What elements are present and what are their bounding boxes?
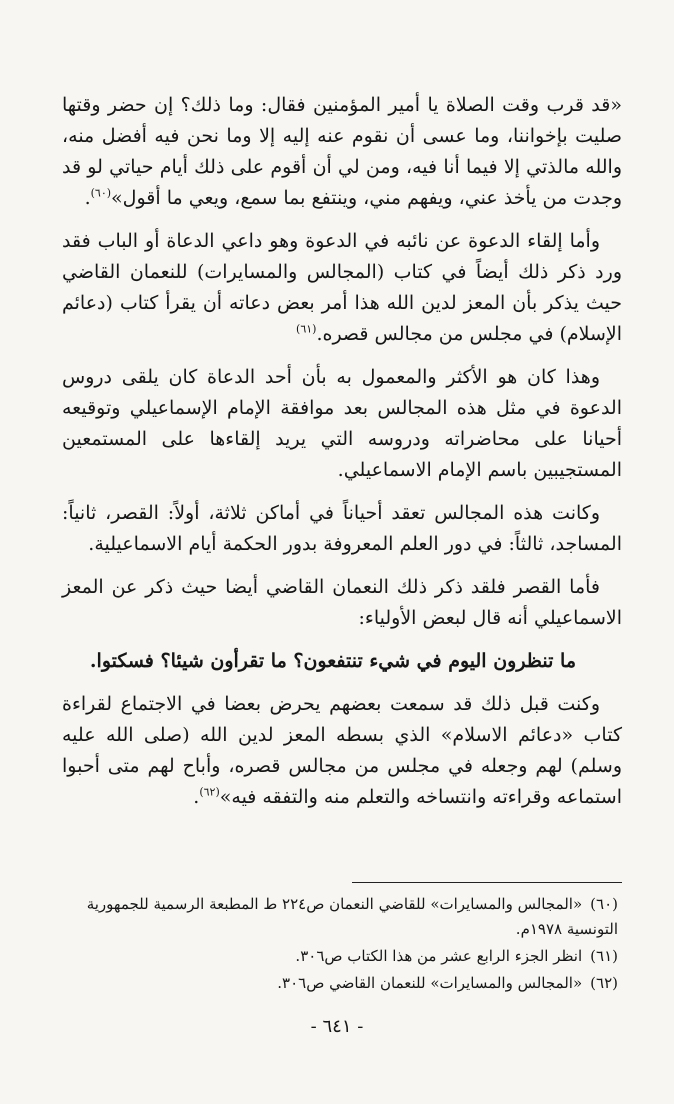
paragraph-2: وأما إلقاء الدعوة عن نائبه في الدعوة وهو داعي الدعاة أو الباب فقد ورد ذكر ذلك أيضاً في كتاب (المجالس والمسايرات) للنعمان القاضي حيث يذكر بأن المعز لدين الله هذا أمر بعض دعاته أن يقرأ كتاب (دعائم الإسلام) في مجلس من مجالس قصره.$^{(٦١)}$ [62,230,622,345]
footnote-60: (٦٠)«المجالس والمسايرات» للقاضي النعمان ص٢٢٤ ط المطبعة الرسمية للجمهورية التونسية ١٩٧٨م. [86,895,618,938]
paragraph-5: فأما القصر فلقد ذكر ذلك النعمان القاضي أيضا حيث ذكر عن المعز الاسماعيلي أنه قال لبعض الأولياء: [62,576,622,629]
footnote-62: (٦٢)«المجالس والمسايرات» للنعمان القاضي ص٣٠٦. [277,974,618,992]
footnote-ref-62[interactable]: (٦٢) [199,785,220,799]
paragraph-4: وكانت هذه المجالس تعقد أحياناً في أماكن ثلاثة، أولاً: القصر، ثانياً: المساجد، ثالثاً: في دور العلم المعروفة بدور الحكمة أيام الاسماعيلية. [62,502,622,555]
paragraph-6: وكنت قبل ذلك قد سمعت بعضهم يحرض بعضا في الاجتماع لقراءة كتاب «دعائم الاسلام» الذي بسطه المعز لدين الله (صلى الله عليه وسلم) لهم وجعله في مجلس من مجالس قصره، وأباح لهم متى أحبوا استماعه وقراءته وانتساخه والتعلم منه والتفقه فيه»$^{(٦٢)}$. [62,693,622,808]
footnote-61: (٦١)انظر الجزء الرابع عشر من هذا الكتاب ص٣٠٦. [295,947,618,965]
footnotes [62,892,622,998]
footnote-ref-60[interactable]: (٦٠) [90,186,112,200]
footnote-ref-61[interactable]: (٦١) [296,322,317,336]
footnote-divider [352,882,622,883]
paragraph-1: «قد قرب وقت الصلاة يا أمير المؤمنين فقال: وما ذلك؟ إن حضر وقتها صليت بإخواننا، وما عسى أن نقوم عنه إليه إلا وما نحن فيه أفضل منه، والله مالذتي إلا فيما أنا فيه، ومن لي أن أقوم على ذلك أيام حياتي لو قد وجدت من يأخذ عني، ويفهم مني، وينتفع بما سمع، ويعي ما أقول»$^{(٦٠)}$. [62,94,622,209]
page-number: - ٦٤١ - [310,1016,364,1037]
quoted-speech: ما تنظرون اليوم في شيء تنتفعون؟ ما تقرأون شيئا؟ فسكتوا. [89,650,576,672]
paragraph-3: وهذا كان هو الأكثر والمعمول به بأن أحد الدعاة كان يلقى دروس الدعوة في مثل هذه المجالس بعد موافقة الإمام الإسماعيلي وتوقيعه أحيانا على محاضراته ودروسه التي يريد إلقاءها على المستمعين المستجيبين باسم الإمام الاسماعيلي. [62,366,622,481]
